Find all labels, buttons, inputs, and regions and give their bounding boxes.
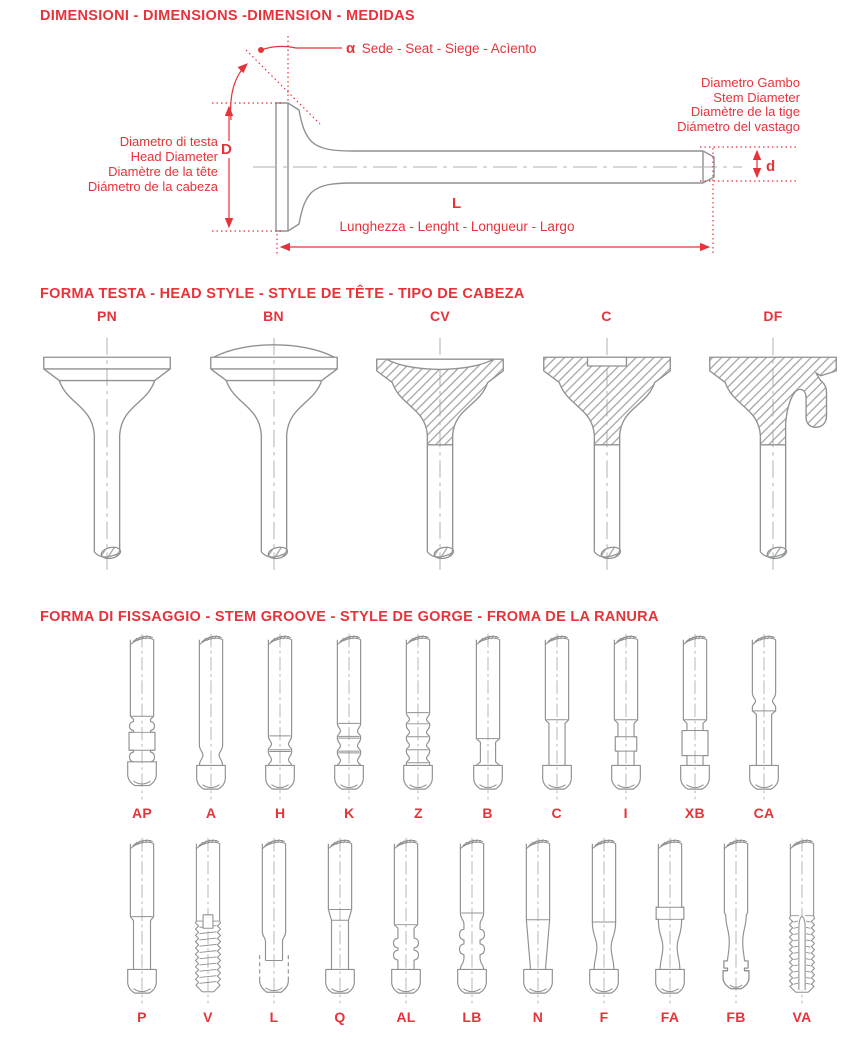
groove-drawing-a <box>181 633 241 803</box>
head-diameter-symbol: D <box>221 141 232 158</box>
stem-groove-figure-p <box>112 837 172 1029</box>
stem-groove-figure-fa <box>640 837 700 1029</box>
alpha-symbol: α <box>346 40 356 57</box>
groove-drawing-f <box>574 837 634 1007</box>
section-head-style <box>0 272 860 583</box>
groove-drawing-ca <box>734 633 794 803</box>
stem-groove-label-c: C <box>551 805 562 821</box>
head-drawing-df <box>698 330 848 583</box>
groove-drawing-n <box>508 837 568 1007</box>
length-label: Lunghezza - Lenght - Longueur - Largo <box>339 219 575 234</box>
groove-drawing-k <box>319 633 379 803</box>
stem-groove-figure-fb <box>706 837 766 1029</box>
groove-drawing-h <box>250 633 310 803</box>
groove-drawing-c <box>527 633 587 803</box>
stem-groove-label-fb: FB <box>726 1009 746 1025</box>
stem-groove-label-al: AL <box>396 1009 416 1025</box>
stem-groove-figure-c <box>527 633 587 825</box>
stem-groove-label-a: A <box>205 805 217 821</box>
stem-groove-label-b: B <box>482 805 493 821</box>
groove-drawing-v <box>178 837 238 1007</box>
section-title-dimensions: DIMENSIONI - DIMENSIONS -DIMENSION - MEDIDAS <box>40 8 415 24</box>
stem-groove-label-ca: CA <box>753 805 775 821</box>
stem-groove-row-1 <box>112 633 794 825</box>
stem-groove-label-h: H <box>275 805 286 821</box>
groove-drawing-ap <box>112 633 172 803</box>
stem-groove-figure-n <box>508 837 568 1029</box>
stem-groove-label-v: V <box>203 1009 213 1025</box>
stem-groove-figure-b <box>458 633 518 825</box>
head-style-figure-bn <box>199 308 349 583</box>
stem-groove-label-xb: XB <box>684 805 705 821</box>
head-diameter-line: Diamètre de la tête <box>108 164 218 179</box>
head-style-label-pn: PN <box>96 308 118 324</box>
groove-drawing-xb <box>665 633 725 803</box>
stem-groove-label-l: L <box>269 1009 279 1025</box>
stem-groove-figure-z <box>388 633 448 825</box>
seat-angle-label <box>344 40 537 58</box>
stem-diameter-symbol: d <box>766 158 776 175</box>
head-drawing-bn <box>199 330 349 583</box>
head-diameter-line: Diametro di testa <box>119 134 218 149</box>
groove-drawing-b <box>458 633 518 803</box>
stem-groove-label-z: Z <box>414 805 423 821</box>
stem-groove-figure-i <box>596 633 656 825</box>
head-drawing-cv <box>365 330 515 583</box>
groove-drawing-al <box>376 837 436 1007</box>
groove-drawing-l <box>244 837 304 1007</box>
head-style-figure-pn <box>32 308 182 583</box>
stem-diameter-line: Diametro Gambo <box>701 75 800 90</box>
head-style-label-cv: CV <box>429 308 451 324</box>
stem-diameter-line: Diámetro del vastago <box>677 118 800 134</box>
stem-groove-label-n: N <box>532 1009 544 1025</box>
stem-groove-label-i: I <box>623 805 628 821</box>
head-style-figure-c <box>532 308 682 583</box>
stem-groove-label-va: VA <box>792 1009 812 1025</box>
section-title-head-style: FORMA TESTA - HEAD STYLE - STYLE DE TÊTE - TIPO DE CABEZA <box>40 286 525 302</box>
head-style-figure-df <box>698 308 848 583</box>
length-symbol: L <box>452 195 462 212</box>
head-diameter-line: Diámetro de la cabeza <box>87 179 218 194</box>
head-drawing-pn <box>32 330 182 583</box>
head-style-row <box>32 308 848 583</box>
section-dimensions <box>0 0 860 272</box>
stem-diameter-label-block <box>520 76 800 134</box>
stem-diameter-line: Stem Diameter <box>713 89 800 105</box>
groove-drawing-fa <box>640 837 700 1007</box>
section-stem-groove <box>0 583 860 1029</box>
stem-groove-figure-v <box>178 837 238 1029</box>
groove-drawing-p <box>112 837 172 1007</box>
head-style-label-bn: BN <box>263 308 284 324</box>
stem-groove-label-ap: AP <box>131 805 153 821</box>
groove-drawing-i <box>596 633 656 803</box>
head-style-figure-cv <box>365 308 515 583</box>
groove-drawing-va <box>772 837 832 1007</box>
stem-groove-figure-l <box>244 837 304 1029</box>
groove-drawing-q <box>310 837 370 1007</box>
stem-groove-figure-xb <box>665 633 725 825</box>
stem-groove-figure-k <box>319 633 379 825</box>
head-style-label-c: C <box>601 308 612 324</box>
stem-groove-label-p: P <box>137 1009 147 1025</box>
stem-groove-figure-ca <box>734 633 794 825</box>
stem-groove-figure-h <box>250 633 310 825</box>
groove-drawing-lb <box>442 837 502 1007</box>
stem-groove-figure-lb <box>442 837 502 1029</box>
stem-groove-label-q: Q <box>334 1009 346 1025</box>
stem-groove-figure-f <box>574 837 634 1029</box>
stem-diameter-line: Diamètre de la tige <box>690 104 800 119</box>
stem-groove-row-2 <box>112 837 832 1029</box>
stem-groove-label-f: F <box>599 1009 609 1025</box>
stem-groove-figure-q <box>310 837 370 1029</box>
groove-drawing-z <box>388 633 448 803</box>
stem-groove-figure-a <box>181 633 241 825</box>
head-style-label-df: DF <box>763 308 783 324</box>
section-title-stem-groove: FORMA DI FISSAGGIO - STEM GROOVE - STYLE DE GORGE - FROMA DE LA RANURA <box>40 609 659 625</box>
seat-label-text: Sede - Seat - Siege - Acìento <box>361 41 537 56</box>
head-drawing-c <box>532 330 682 583</box>
stem-groove-figure-ap <box>112 633 172 825</box>
stem-groove-figure-al <box>376 837 436 1029</box>
groove-drawing-fb <box>706 837 766 1007</box>
head-diameter-label-block <box>0 134 218 194</box>
head-diameter-line: Head Diameter <box>130 149 218 164</box>
stem-groove-label-k: K <box>344 805 355 821</box>
stem-groove-figure-va <box>772 837 832 1029</box>
stem-groove-label-fa: FA <box>660 1009 680 1025</box>
stem-groove-label-lb: LB <box>462 1009 482 1025</box>
